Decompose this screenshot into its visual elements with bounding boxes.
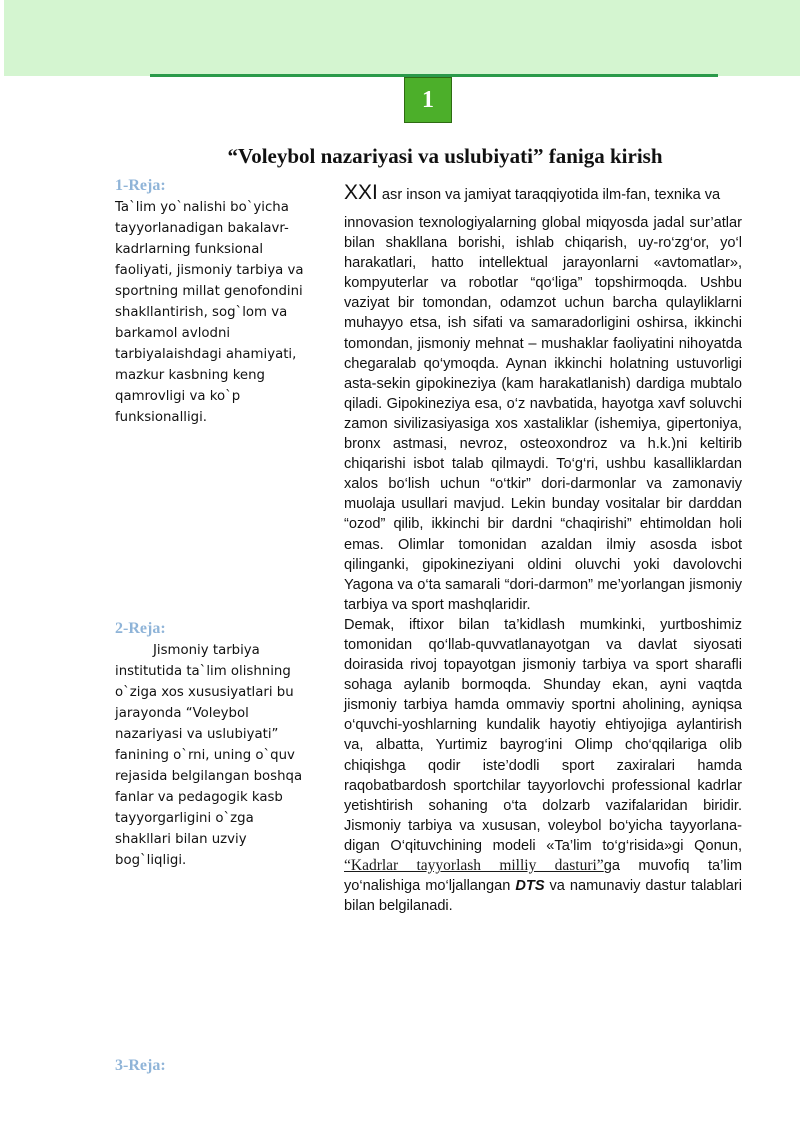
document-title: “Voleybol nazariyasi va uslubiyati” faniga kirish	[227, 144, 663, 168]
paragraph-1	[344, 180, 742, 615]
paragraph-2-end: va namunaviy dastur talablari bilan belgilanadi.	[344, 878, 743, 915]
reja-2-block	[115, 640, 305, 871]
main-text-column	[344, 180, 742, 916]
paragraph-1-body: innovasion texnologiyalarning global miqyosda jadal sur’atlar bilan shakllana borishi, ishlab chiqarish, uy-ro‘zg‘or, yo‘l harakatlari, hatto intellektual jarayonlarni «avtomatlar», kompyuterlar va robotlar “qo‘liga” topshirmoqda. Ushbu vaziyat bir tomondan, odamzot uchun barcha qulayliklarni muhayyo etsa, ish sifati va samaradorligini oshirsa, ikkinchi tomondan, jismoniy mehnat – mushaklar faoliyatini nihoyatda chegaralab qo‘ymoqda. Aynan ikkinchi holatning ustuvorligi asta-sekin gipokineziya (kam harakatlanish) dardiga mubtalo qiladi. Gipokineziya esa, o‘z navbatida, hayotga xavf soluvchi zamon sivilizasiyasiga xos xastaliklar (ishemiya, gipertoniya, bronx astmasi, nevroz, osteoxondroz va h.k.)ni keltirib chiqarishi isbot talab qilmaydi. To‘g‘ri, ushbu kasalliklardan xalos bo‘lish uchun “o‘tkir” dori-darmonlar va zamonaviy muolaja usullari mavjud. Lekin bunday vositalar bir darddan “ozod” qilib, ikkinchi bir dardni “chaqirishi” ehtimoldan holi emas. Olimlar tomonidan azaldan ilmiy asosda isbot qilinganki, gipokineziyani oldini oluvchi yoki davolovchi Yagona va o‘ta samarali “dori-darmon” me’yorlangan jismoniy tarbiya va sport mashqlaridir.	[344, 215, 742, 613]
dts-abbreviation: DTS	[515, 878, 545, 895]
reja-1-heading: 1-Reja:	[115, 177, 166, 194]
reja-1-text: Ta`lim yo`nalishi bo`yicha tayyorlanadigan bakalavr-kadrlarning funksional faoliyati, jismoniy tarbiya va sportning millat genofondini shakllantirish, sog`lom va barkamol avlodni tarbiyalaishdagi ahamiyati, mazkur kasbning keng qamrovligi va ko`p funksionalligi.	[115, 200, 304, 425]
header-band	[4, 0, 800, 76]
reja-2-heading: 2-Reja:	[115, 620, 166, 637]
kadrlar-dasturi-link[interactable]: “Kadrlar tayyorlash milliy dasturi”	[344, 857, 604, 874]
reja-2-text: Jismoniy tarbiya institutida ta`lim olishning o`ziga xos xususiyatlari bu jarayonda “Voleybol nazariyasi va uslubiyati” fanining o`rni, uning o`quv rejasida belgilangan boshqa fanlar va pedagogik kasb tayyorgarligini o`zga shakllari bilan uzviy bog`liqligi.	[115, 643, 303, 868]
paragraph-1-first-line	[344, 180, 742, 206]
reja-3-heading: 3-Reja:	[115, 1057, 166, 1074]
paragraph-2-continued: ga muvofiq ta’lim yo‘nalishiga mo‘ljallangan	[344, 858, 742, 895]
paragraph-1-first-line-text: asr inson va jamiyat taraqqiyotida ilm-fan, texnika va	[377, 187, 721, 203]
paragraph-2-body: Demak, iftixor bilan ta’kidlash mumkinki, yurtboshimiz tomonidan qo‘llab-quvvatlanayotgan va davlat siyosati doirasida rivoj topayotgan jismoniy tarbiya va sport sharafli sohaga aylanib bormoqda. Shunday ekan, ayni vaqtda jismoniy tarbiya hamda ommaviy sportni aholining, ayniqsa o‘quvchi-yoshlarning kundalik hayotiy ehtiyojiga aylantirish va, albatta, Yurtimiz bayrog‘ini Olimp cho‘qqilariga olib chiqishga qodir iste’dodli sport zaxiralari hamda raqobatbardosh sportchilar tayyorlovchi professional kadrlar yetishtirish sohaning o‘ta dolzarb vazifalaridan biridir. Jismoniy tarbiya va xususan, voleybol bo‘yicha tayyorlana-digan O‘qituvchining modeli «Ta’lim to‘g‘risida»gi Qonun,	[344, 616, 742, 854]
paragraph-1-lead-word: XXI	[344, 181, 378, 204]
page-number-badge: 1	[404, 77, 452, 123]
paragraph-2	[344, 615, 742, 916]
